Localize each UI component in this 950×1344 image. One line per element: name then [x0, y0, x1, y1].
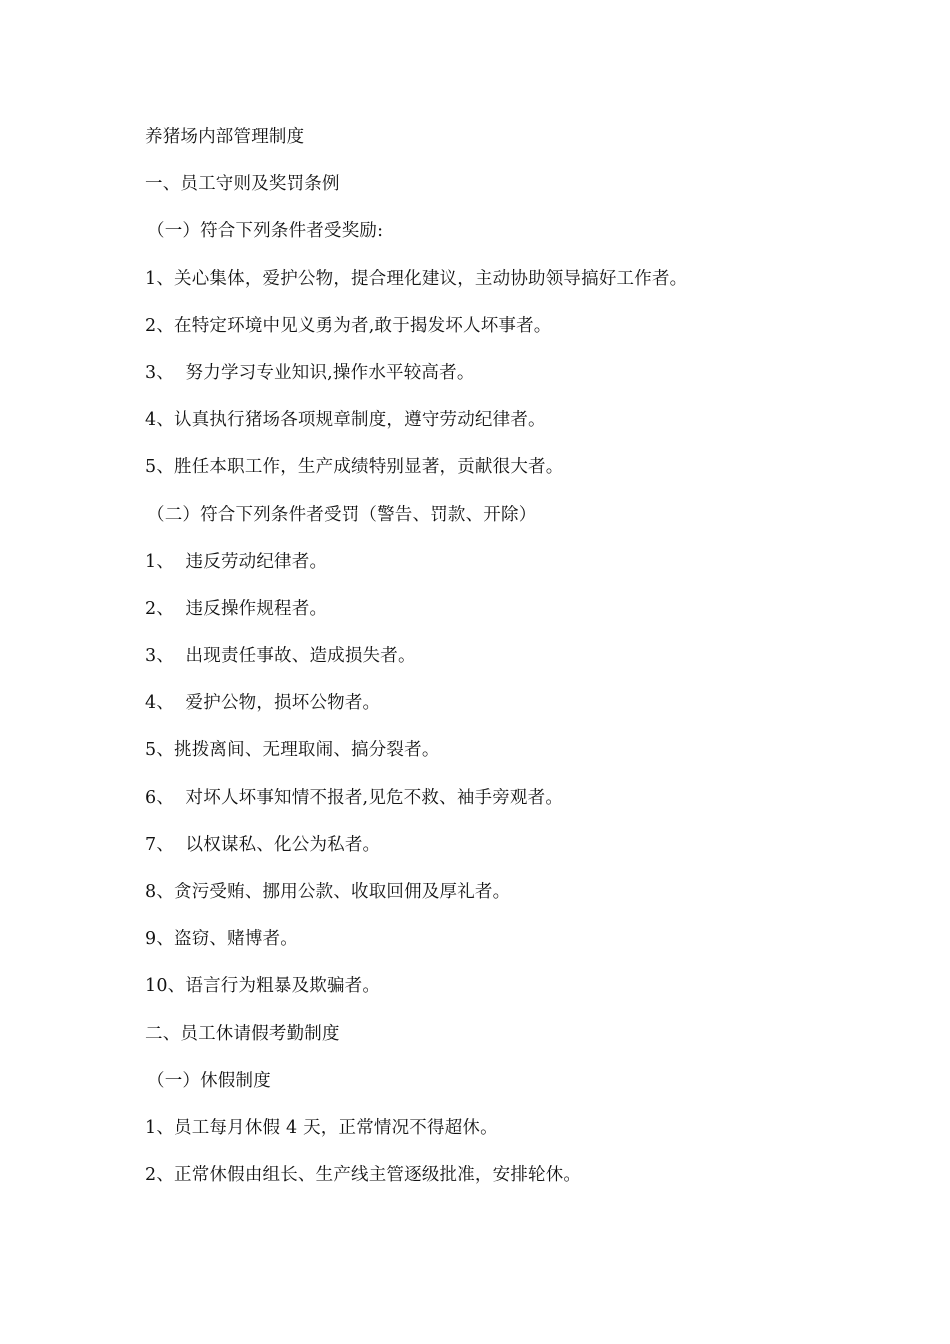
list-item: 9、盗窃、赌博者。: [145, 929, 298, 950]
list-item: 1、关心集体，爱护公物，提合理化建议，主动协助领导搞好工作者。: [145, 268, 688, 289]
document-title: 养猪场内部管理制度: [145, 127, 305, 147]
list-item: 8、贪污受贿、挪用公款、收取回佣及厚礼者。: [145, 882, 511, 902]
list-item: 5、胜任本职工作，生产成绩特别显著，贡献很大者。: [145, 457, 564, 478]
section-heading-2: 二、员工休请假考勤制度: [145, 1023, 340, 1044]
list-item: 2、 违反操作规程者。: [145, 598, 328, 619]
list-item: 1、 违反劳动纪律者。: [145, 551, 328, 572]
subsection-heading-penalties: （二）符合下列条件者受罚（警告、罚款、开除）: [147, 504, 537, 525]
document-body: [145, 122, 845, 1207]
list-item: 3、 努力学习专业知识,操作水平较高者。: [145, 362, 475, 383]
subsection-heading-leave: （一）休假制度: [147, 1070, 271, 1091]
list-item: 4、 爱护公物，损坏公物者。: [145, 693, 381, 714]
list-item: 3、 出现责任事故、造成损失者。: [145, 646, 416, 667]
list-item: 10、语言行为粗暴及欺骗者。: [145, 976, 381, 997]
list-item: 2、正常休假由组长、生产线主管逐级批准，安排轮休。: [145, 1165, 582, 1186]
list-item: 4、认真执行猪场各项规章制度，遵守劳动纪律者。: [145, 410, 546, 431]
subsection-heading-rewards: （一）符合下列条件者受奖励:: [147, 221, 384, 242]
section-heading-1: 一、员工守则及奖罚条例: [145, 174, 340, 195]
list-item: 2、在特定环境中见义勇为者,敢于揭发坏人坏事者。: [145, 315, 552, 336]
list-item: 7、 以权谋私、化公为私者。: [145, 834, 381, 855]
list-item: 6、 对坏人坏事知情不报者,见危不救、袖手旁观者。: [145, 787, 564, 808]
list-item: 1、员工每月休假 4 天，正常情况不得超休。: [145, 1117, 498, 1138]
list-item: 5、挑拨离间、无理取闹、搞分裂者。: [145, 740, 440, 761]
